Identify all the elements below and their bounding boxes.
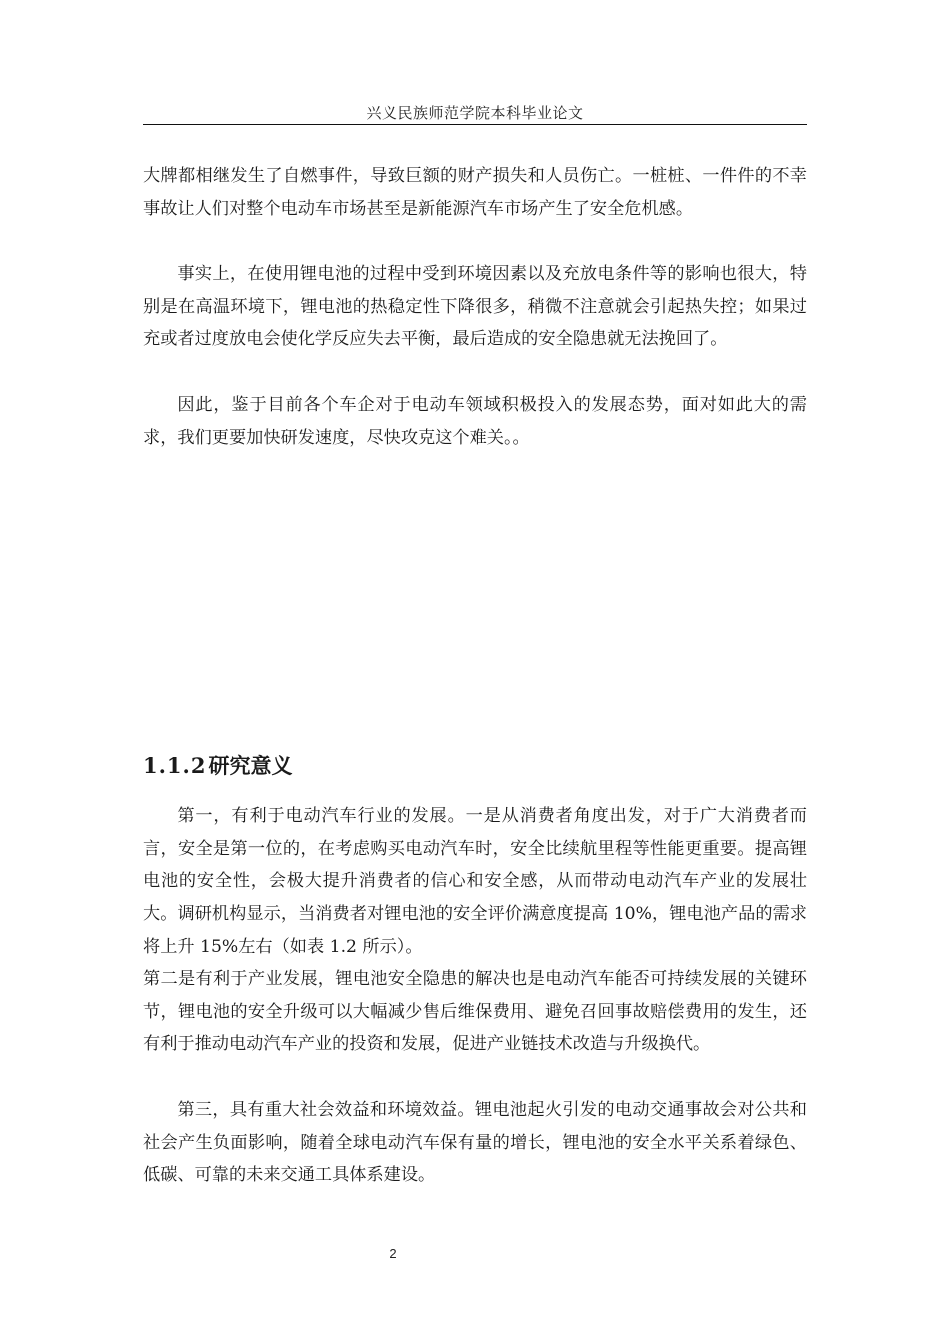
body-paragraph: 第三，具有重大社会效益和环境效益。锂电池起火引发的电动交通事故会对公共和社会产生负面影响，随着全球电动汽车保有量的增长，锂电池的安全水平关系着绿色、低碳、可靠的未来交通工具体系建设。 <box>143 1100 807 1186</box>
section-title: 研究意义 <box>208 754 293 778</box>
body-paragraph: 因此，鉴于目前各个车企对于电动车领域积极投入的发展态势，面对如此大的需求，我们更要加快研发速度，尽快攻克这个难关。。 <box>143 395 807 448</box>
section-heading <box>143 748 292 784</box>
page-number: 2 <box>389 1246 397 1261</box>
section-number: 1.1.2 <box>143 753 207 778</box>
body-paragraph-continued: 大牌都相继发生了自燃事件，导致巨额的财产损失和人员伤亡。一桩桩、一件件的不幸事故让人们对整个电动车市场甚至是新能源汽车市场产生了安全危机感。 <box>143 166 807 219</box>
running-header: 兴义民族师范学院本科毕业论文 <box>366 104 584 122</box>
body-paragraph: 事实上，在使用锂电池的过程中受到环境因素以及充放电条件等的影响也很大，特别是在高温环境下，锂电池的热稳定性下降很多，稍微不注意就会引起热失控；如果过充或者过度放电会使化学反应失去平衡，最后造成的安全隐患就无法挽回了。 <box>143 264 807 350</box>
body-paragraph: 第二是有利于产业发展，锂电池安全隐患的解决也是电动汽车能否可持续发展的关键环节，锂电池的安全升级可以大幅减少售后维保费用、避免召回事故赔偿费用的发生，还有利于推动电动汽车产业的投资和发展，促进产业链技术改造与升级换代。 <box>143 969 807 1055</box>
body-paragraph: 第一，有利于电动汽车行业的发展。一是从消费者角度出发，对于广大消费者而言，安全是第一位的，在考虑购买电动汽车时，安全比续航里程等性能更重要。提高锂电池的安全性，会极大提升消费者的信心和安全感，从而带动电动汽车产业的发展壮大。调研机构显示，当消费者对锂电池的安全评价满意度提高 10%，锂电池产品的需求将上升 15%左右（如表 1.2 所示）。 <box>143 806 807 957</box>
header-rule <box>143 124 807 125</box>
